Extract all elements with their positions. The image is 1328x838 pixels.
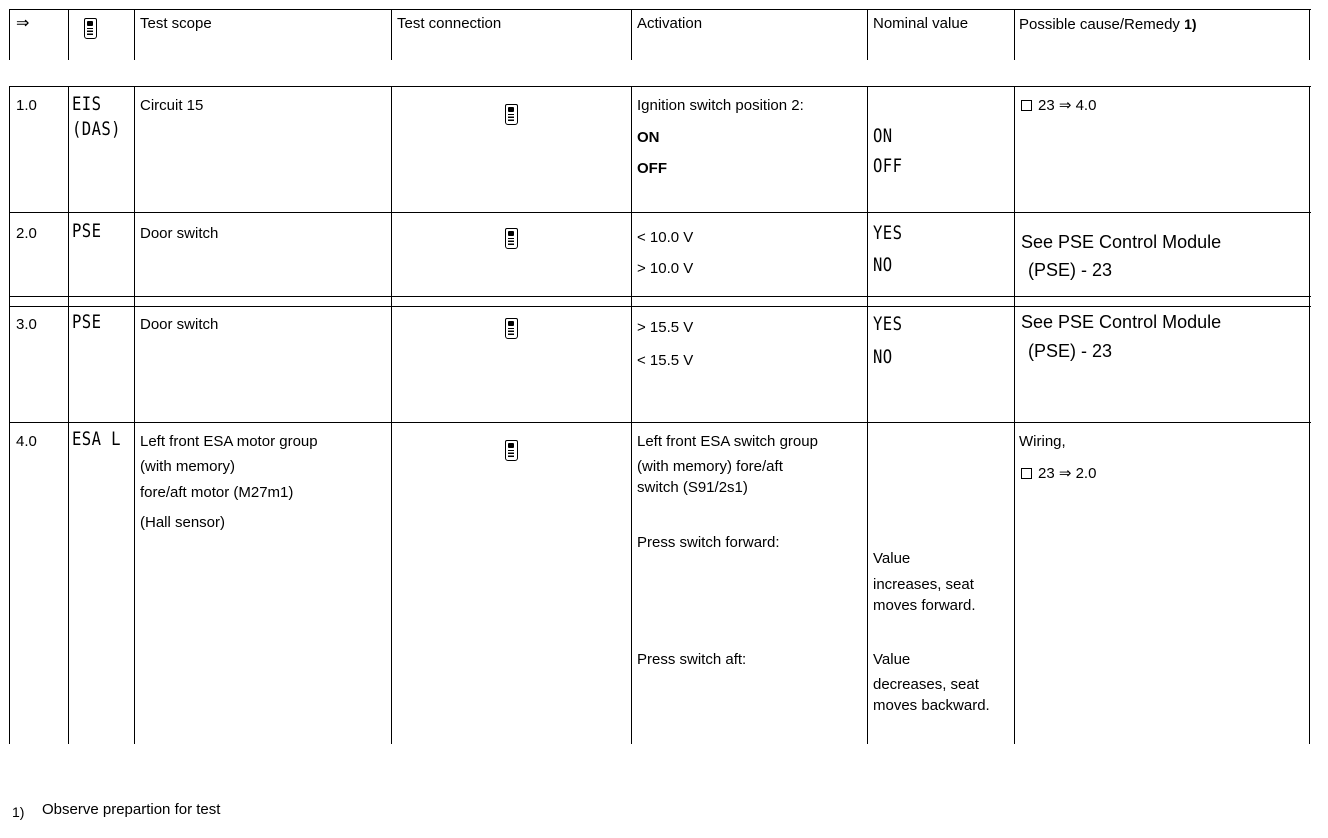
footnote-mark: 1) — [12, 804, 25, 820]
nominal-yes: YES — [873, 313, 903, 335]
control-unit-code: PSE — [72, 311, 102, 333]
step-number: 2.0 — [16, 225, 37, 242]
activation-text: > 10.0 V — [637, 260, 694, 277]
activation-text: > 15.5 V — [637, 319, 694, 336]
remedy-text: (PSE) - 23 — [1028, 260, 1113, 280]
nominal-no: NO — [873, 254, 893, 276]
nominal-on: ON — [873, 125, 893, 147]
footnote-text: Observe prepartion for test — [42, 801, 221, 818]
step-number: 4.0 — [16, 433, 37, 450]
activation-text: Left front ESA switch group — [637, 433, 818, 450]
reference-box-icon — [1021, 100, 1032, 111]
activation-forward: Press switch forward: — [637, 534, 780, 551]
nominal-off: OFF — [873, 155, 903, 177]
nominal-text: moves forward. — [873, 597, 976, 614]
step-number: 1.0 — [16, 97, 37, 114]
remedy-reference: 23 ⇒ 4.0 — [1021, 97, 1096, 115]
test-scope: (with memory) — [140, 458, 236, 475]
tester-icon — [84, 18, 97, 39]
remedy-text: See PSE Control Module — [1021, 312, 1222, 332]
header-test-scope: Test scope — [140, 15, 212, 32]
header-nominal-value: Nominal value — [873, 15, 969, 32]
reference-box-icon — [1021, 468, 1032, 479]
tester-icon — [505, 318, 518, 339]
header-possible-cause-label: Possible cause/Remedy — [1019, 16, 1180, 33]
header-possible-cause — [1019, 15, 1197, 34]
nominal-text: Value — [873, 651, 911, 668]
test-scope: fore/aft motor (M27m1) — [140, 484, 294, 501]
test-scope: Circuit 15 — [140, 97, 204, 114]
tester-icon — [505, 104, 518, 125]
nominal-yes: YES — [873, 222, 903, 244]
control-unit-code: EIS — [72, 93, 102, 115]
header-test-connection: Test connection — [397, 15, 502, 32]
control-unit-code-alt: (DAS) — [72, 118, 121, 140]
activation-text: switch (S91/2s1) — [637, 479, 748, 496]
control-unit-code: PSE — [72, 220, 102, 242]
activation-off: OFF — [637, 160, 667, 177]
nominal-no: NO — [873, 346, 893, 368]
remedy-text: Wiring, — [1019, 433, 1066, 450]
nominal-text: moves backward. — [873, 697, 990, 714]
activation-on: ON — [637, 129, 660, 146]
control-unit-code: ESA L — [72, 428, 121, 450]
activation-aft: Press switch aft: — [637, 651, 747, 668]
tester-icon — [505, 440, 518, 461]
nominal-text: Value — [873, 550, 911, 567]
tester-icon — [505, 228, 518, 249]
nominal-text: decreases, seat — [873, 676, 979, 693]
activation-text: Ignition switch position 2: — [637, 97, 804, 114]
test-scope: Door switch — [140, 225, 219, 242]
header-activation: Activation — [637, 15, 703, 32]
remedy-text: (PSE) - 23 — [1028, 341, 1113, 361]
activation-text: < 15.5 V — [637, 352, 694, 369]
test-scope: Door switch — [140, 316, 219, 333]
remedy-text: See PSE Control Module — [1021, 232, 1222, 252]
nominal-text: increases, seat — [873, 576, 974, 593]
test-scope: Left front ESA motor group — [140, 433, 318, 450]
step-number: 3.0 — [16, 316, 37, 333]
header-arrow: ⇒ — [16, 15, 30, 32]
activation-text: (with memory) fore/aft — [637, 458, 783, 475]
remedy-reference: 23 ⇒ 2.0 — [1021, 465, 1096, 483]
header-footnote-mark: 1) — [1184, 16, 1197, 32]
test-scope: (Hall sensor) — [140, 514, 226, 531]
activation-text: < 10.0 V — [637, 229, 694, 246]
